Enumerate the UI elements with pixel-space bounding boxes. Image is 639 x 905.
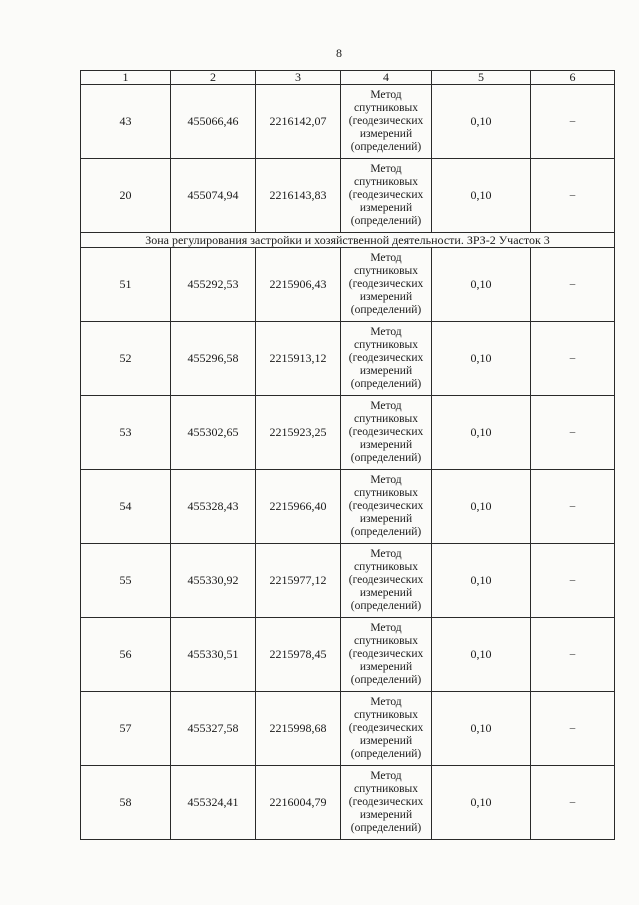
coordinate-y: 2216142,07 <box>256 85 341 159</box>
note: – <box>531 159 615 233</box>
precision: 0,10 <box>432 85 531 159</box>
method-line: измерений <box>359 809 413 821</box>
point-number: 43 <box>81 85 171 159</box>
column-number: 5 <box>432 71 531 85</box>
coordinate-y: 2215977,12 <box>256 544 341 618</box>
coordinate-x: 455074,94 <box>171 159 256 233</box>
point-number: 54 <box>81 470 171 544</box>
coordinate-x: 455324,41 <box>171 766 256 840</box>
note: – <box>531 322 615 396</box>
point-number: 57 <box>81 692 171 766</box>
method-line: Метод <box>370 770 402 782</box>
coordinates-table <box>80 70 615 840</box>
method-line: (геодезических <box>348 722 424 734</box>
method-line: спутниковых <box>353 709 418 721</box>
note: – <box>531 396 615 470</box>
measurement-method <box>341 396 432 470</box>
measurement-method <box>341 766 432 840</box>
method-line: (геодезических <box>348 796 424 808</box>
method-line: (определений) <box>350 600 422 612</box>
method-line: измерений <box>359 661 413 673</box>
coordinate-y: 2215978,45 <box>256 618 341 692</box>
column-number: 6 <box>531 71 615 85</box>
method-line: Метод <box>370 696 402 708</box>
method-line: (геодезических <box>348 426 424 438</box>
coordinate-y: 2215923,25 <box>256 396 341 470</box>
precision: 0,10 <box>432 470 531 544</box>
coordinate-x: 455328,43 <box>171 470 256 544</box>
point-number: 55 <box>81 544 171 618</box>
column-number: 1 <box>81 71 171 85</box>
column-number: 2 <box>171 71 256 85</box>
method-line: спутниковых <box>353 561 418 573</box>
method-line: Метод <box>370 326 402 338</box>
method-line: (геодезических <box>348 648 424 660</box>
precision: 0,10 <box>432 396 531 470</box>
measurement-method <box>341 248 432 322</box>
zone-title: Зона регулирования застройки и хозяйственной деятельности. ЗРЗ-2 Участок 3 <box>81 233 615 248</box>
precision: 0,10 <box>432 159 531 233</box>
method-line: Метод <box>370 548 402 560</box>
method-line: (определений) <box>350 378 422 390</box>
method-line: измерений <box>359 202 413 214</box>
coordinate-x: 455296,58 <box>171 322 256 396</box>
method-line: измерений <box>359 128 413 140</box>
method-line: (определений) <box>350 748 422 760</box>
method-line: Метод <box>370 400 402 412</box>
measurement-method <box>341 618 432 692</box>
method-line: Метод <box>370 89 402 101</box>
coordinate-x: 455327,58 <box>171 692 256 766</box>
table-row <box>81 766 615 840</box>
coordinate-y: 2215906,43 <box>256 248 341 322</box>
note: – <box>531 248 615 322</box>
table-row <box>81 692 615 766</box>
coordinate-y: 2216004,79 <box>256 766 341 840</box>
method-line: спутниковых <box>353 487 418 499</box>
method-line: (определений) <box>350 304 422 316</box>
method-line: спутниковых <box>353 102 418 114</box>
method-line: (геодезических <box>348 115 424 127</box>
point-number: 58 <box>81 766 171 840</box>
precision: 0,10 <box>432 766 531 840</box>
table-row <box>81 618 615 692</box>
column-number: 4 <box>341 71 432 85</box>
note: – <box>531 618 615 692</box>
coordinate-x: 455330,51 <box>171 618 256 692</box>
point-number: 51 <box>81 248 171 322</box>
method-line: измерений <box>359 735 413 747</box>
method-line: (определений) <box>350 674 422 686</box>
table-row <box>81 544 615 618</box>
coordinate-x: 455330,92 <box>171 544 256 618</box>
method-line: Метод <box>370 622 402 634</box>
method-line: спутниковых <box>353 783 418 795</box>
method-line: (геодезических <box>348 500 424 512</box>
note: – <box>531 544 615 618</box>
page-number: 8 <box>336 46 342 60</box>
table-row <box>81 85 615 159</box>
table-row <box>81 396 615 470</box>
precision: 0,10 <box>432 692 531 766</box>
note: – <box>531 692 615 766</box>
method-line: спутниковых <box>353 265 418 277</box>
method-line: Метод <box>370 252 402 264</box>
coordinate-x: 455292,53 <box>171 248 256 322</box>
method-line: измерений <box>359 365 413 377</box>
note: – <box>531 85 615 159</box>
table-row <box>81 248 615 322</box>
method-line: (определений) <box>350 526 422 538</box>
method-line: измерений <box>359 513 413 525</box>
method-line: спутниковых <box>353 635 418 647</box>
method-line: измерений <box>359 291 413 303</box>
measurement-method <box>341 692 432 766</box>
note: – <box>531 766 615 840</box>
method-line: спутниковых <box>353 413 418 425</box>
point-number: 52 <box>81 322 171 396</box>
table-row <box>81 159 615 233</box>
method-line: (определений) <box>350 452 422 464</box>
method-line: Метод <box>370 163 402 175</box>
method-line: (определений) <box>350 215 422 227</box>
table-row <box>81 470 615 544</box>
precision: 0,10 <box>432 322 531 396</box>
measurement-method <box>341 322 432 396</box>
method-line: (определений) <box>350 822 422 834</box>
point-number: 20 <box>81 159 171 233</box>
method-line: измерений <box>359 439 413 451</box>
method-line: (геодезических <box>348 189 424 201</box>
coordinate-y: 2215966,40 <box>256 470 341 544</box>
method-line: Метод <box>370 474 402 486</box>
coordinate-x: 455066,46 <box>171 85 256 159</box>
measurement-method <box>341 159 432 233</box>
coordinate-x: 455302,65 <box>171 396 256 470</box>
precision: 0,10 <box>432 544 531 618</box>
method-line: спутниковых <box>353 176 418 188</box>
table-row <box>81 322 615 396</box>
method-line: (геодезических <box>348 574 424 586</box>
method-line: (геодезических <box>348 352 424 364</box>
zone-header-row <box>81 233 615 248</box>
method-line: (определений) <box>350 141 422 153</box>
method-line: измерений <box>359 587 413 599</box>
point-number: 53 <box>81 396 171 470</box>
precision: 0,10 <box>432 618 531 692</box>
coordinate-y: 2215998,68 <box>256 692 341 766</box>
coordinate-y: 2216143,83 <box>256 159 341 233</box>
precision: 0,10 <box>432 248 531 322</box>
measurement-method <box>341 470 432 544</box>
measurement-method <box>341 544 432 618</box>
column-number-row <box>81 71 615 85</box>
coordinate-y: 2215913,12 <box>256 322 341 396</box>
column-number: 3 <box>256 71 341 85</box>
note: – <box>531 470 615 544</box>
method-line: (геодезических <box>348 278 424 290</box>
method-line: спутниковых <box>353 339 418 351</box>
measurement-method <box>341 85 432 159</box>
point-number: 56 <box>81 618 171 692</box>
